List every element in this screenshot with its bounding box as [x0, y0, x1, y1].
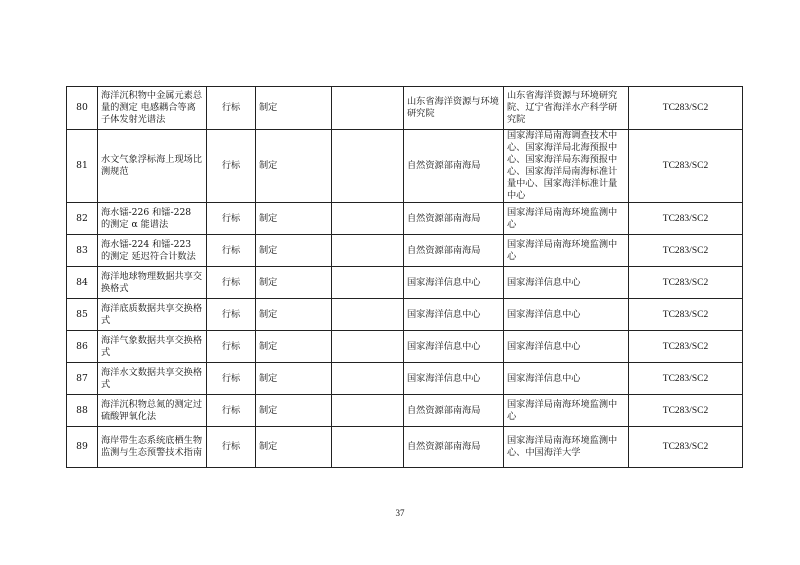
standard-name: 海水镭-226 和镭-228 的测定 α 能谱法 [98, 203, 207, 235]
technical-committee: TC283/SC2 [629, 363, 743, 395]
proposing-unit: 自然资源部南海局 [404, 427, 504, 468]
proposing-unit: 自然资源部南海局 [404, 235, 504, 267]
proposing-unit: 国家海洋信息中心 [404, 267, 504, 299]
standard-type: 行标 [207, 267, 256, 299]
drafting-units: 国家海洋信息中心 [504, 299, 629, 331]
proposing-unit: 自然资源部南海局 [404, 130, 504, 203]
drafting-units: 国家海洋局南海环境监测中心 [504, 203, 629, 235]
standard-name: 水文气象浮标海上现场比测规范 [98, 130, 207, 203]
table-row [67, 130, 743, 203]
row-number: 84 [67, 267, 98, 299]
standard-name: 海洋地球物理数据共享交换格式 [98, 267, 207, 299]
drafting-units: 国家海洋信息中心 [504, 363, 629, 395]
project-nature: 制定 [256, 235, 332, 267]
empty-cell [332, 267, 404, 299]
proposing-unit: 自然资源部南海局 [404, 203, 504, 235]
standard-type: 行标 [207, 331, 256, 363]
row-number: 83 [67, 235, 98, 267]
technical-committee: TC283/SC2 [629, 427, 743, 468]
page-number: 37 [395, 508, 405, 518]
empty-cell [332, 363, 404, 395]
table-row [67, 427, 743, 468]
empty-cell [332, 87, 404, 130]
drafting-units: 山东省海洋资源与环境研究院、辽宁省海洋水产科学研究院 [504, 87, 629, 130]
proposing-unit: 国家海洋信息中心 [404, 331, 504, 363]
standard-type: 行标 [207, 299, 256, 331]
standard-name: 海洋水文数据共享交换格式 [98, 363, 207, 395]
proposing-unit: 自然资源部南海局 [404, 395, 504, 427]
table-row [67, 395, 743, 427]
table-row [67, 331, 743, 363]
drafting-units: 国家海洋信息中心 [504, 331, 629, 363]
project-nature: 制定 [256, 203, 332, 235]
drafting-units: 国家海洋局南海环境监测中心 [504, 235, 629, 267]
row-number: 85 [67, 299, 98, 331]
standard-type: 行标 [207, 130, 256, 203]
project-nature: 制定 [256, 395, 332, 427]
standard-type: 行标 [207, 363, 256, 395]
empty-cell [332, 203, 404, 235]
technical-committee: TC283/SC2 [629, 203, 743, 235]
project-nature: 制定 [256, 130, 332, 203]
table-row [67, 203, 743, 235]
drafting-units: 国家海洋信息中心 [504, 267, 629, 299]
drafting-units: 国家海洋局南海环境监测中心、中国海洋大学 [504, 427, 629, 468]
standard-name: 海水镭-224 和镭-223 的测定 延迟符合计数法 [98, 235, 207, 267]
table-body [67, 87, 743, 468]
project-nature: 制定 [256, 331, 332, 363]
row-number: 81 [67, 130, 98, 203]
proposing-unit: 山东省海洋资源与环境研究院 [404, 87, 504, 130]
row-number: 89 [67, 427, 98, 468]
table-row [67, 363, 743, 395]
standard-type: 行标 [207, 427, 256, 468]
table-row [67, 235, 743, 267]
project-nature: 制定 [256, 87, 332, 130]
standard-name: 海洋气象数据共享交换格式 [98, 331, 207, 363]
standard-type: 行标 [207, 395, 256, 427]
standard-name: 海岸带生态系统底栖生物监测与生态预警技术指南 [98, 427, 207, 468]
technical-committee: TC283/SC2 [629, 395, 743, 427]
empty-cell [332, 130, 404, 203]
technical-committee: TC283/SC2 [629, 235, 743, 267]
table-row [67, 87, 743, 130]
standard-name: 海洋底质数据共享交换格式 [98, 299, 207, 331]
standard-name: 海洋沉积物中金属元素总量的测定 电感耦合等离子体发射光谱法 [98, 87, 207, 130]
row-number: 87 [67, 363, 98, 395]
table-row [67, 299, 743, 331]
row-number: 82 [67, 203, 98, 235]
row-number: 80 [67, 87, 98, 130]
technical-committee: TC283/SC2 [629, 267, 743, 299]
proposing-unit: 国家海洋信息中心 [404, 299, 504, 331]
standard-type: 行标 [207, 87, 256, 130]
technical-committee: TC283/SC2 [629, 331, 743, 363]
empty-cell [332, 427, 404, 468]
standard-type: 行标 [207, 235, 256, 267]
project-nature: 制定 [256, 267, 332, 299]
table-row [67, 267, 743, 299]
standard-type: 行标 [207, 203, 256, 235]
empty-cell [332, 235, 404, 267]
row-number: 88 [67, 395, 98, 427]
project-nature: 制定 [256, 299, 332, 331]
proposing-unit: 国家海洋信息中心 [404, 363, 504, 395]
empty-cell [332, 299, 404, 331]
technical-committee: TC283/SC2 [629, 87, 743, 130]
standard-name: 海洋沉积物总氮的测定过硫酸钾氧化法 [98, 395, 207, 427]
technical-committee: TC283/SC2 [629, 130, 743, 203]
project-nature: 制定 [256, 427, 332, 468]
empty-cell [332, 331, 404, 363]
drafting-units: 国家海洋局南海调查技术中心、国家海洋局北海预报中心、国家海洋局东海预报中心、国家海洋局南海标准计量中心、国家海洋标准计量中心 [504, 130, 629, 203]
row-number: 86 [67, 331, 98, 363]
standards-table [66, 86, 743, 468]
empty-cell [332, 395, 404, 427]
project-nature: 制定 [256, 363, 332, 395]
drafting-units: 国家海洋局南海环境监测中心 [504, 395, 629, 427]
technical-committee: TC283/SC2 [629, 299, 743, 331]
